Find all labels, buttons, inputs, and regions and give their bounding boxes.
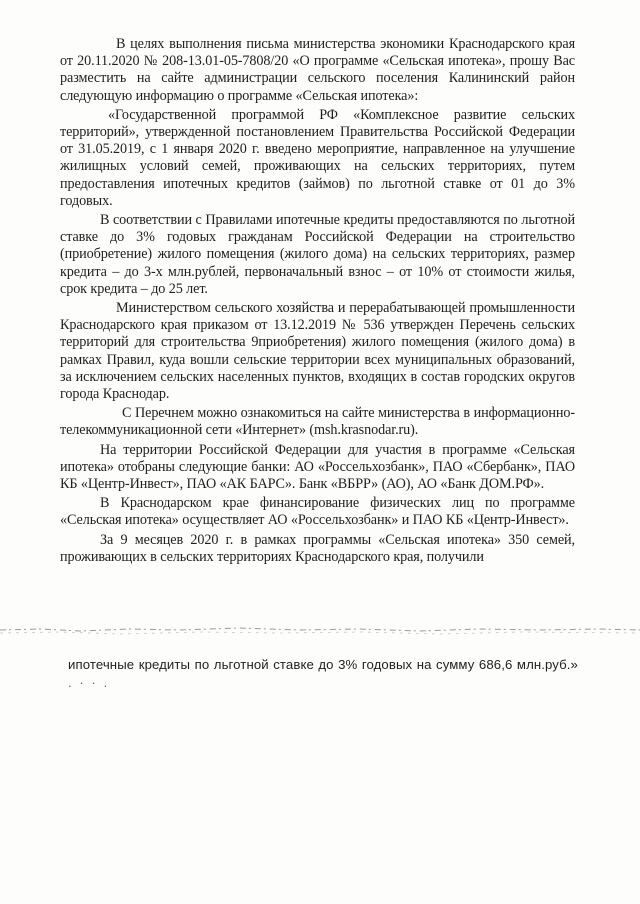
continuation-line: ипотечные кредиты по льготной ставке до 3% годовых на сумму 686,6 млн.руб.» <box>68 657 578 672</box>
paragraph-program-description: «Государственной программой РФ «Комплексное развитие сельских территорий», утвержденной постановлением Правительства Российской Федерации от 31.05.2019, с 1 января 2020 г. введено мероприятие, направленное на улучшение жилищных условий семей, проживающих на сельских территориях, путем предоставления ипотечных кредитов (займов) по льготной ставке от 01 до 3% годовых. <box>60 106 575 209</box>
document-body <box>60 36 575 566</box>
scan-noise: . · · . <box>68 675 110 690</box>
paragraph-territory-list: Министерством сельского хозяйства и перерабатывающей промышленности Краснодарского края приказом от 13.12.2019 № 536 утвержден Перечень сельских территорий для строительства 9приобретения) жилого помещения (жилого дома) в рамках Правил, куда вошли сельские территории всех муниципальных образований, за исключением сельских населенных пунктов, входящих в состав городских округов города Краснодар. <box>60 300 575 403</box>
paragraph-selected-banks: На территории Российской Федерации для участия в программе «Сельская ипотека» отобраны следующие банки: АО «Россельхозбанк», ПАО «Сбербанк», ПАО КБ «Центр-Инвест», ПАО «АК БАРС». Банк «ВБРР» (АО), АО «Банк ДОМ.РФ». <box>60 441 575 493</box>
paragraph-request: В целях выполнения письма министерства экономики Краснодарского края от 20.11.2020 № 208-13.01-05-7808/20 «О программе «Сельская ипотека», прошу Вас разместить на сайте администрации сельского поселения Калининский район следующую информацию о программе «Сельская ипотека»: <box>60 36 575 104</box>
page-fold-line <box>0 624 640 638</box>
paragraph-regional-financing: В Краснодарском крае финансирование физических лиц по программе «Сельская ипотека» осуществляет АО «Россельхозбанк» и ПАО КБ «Центр-Инвест». <box>60 495 575 529</box>
paragraph-credit-terms: В соответствии с Правилами ипотечные кредиты предоставляются по льготной ставке до 3% годовых гражданам Российской Федерации на строительство (приобретение) жилого помещения (жилого дома) на сельских территориях, размер кредита – до 3-х млн.рублей, первоначальный взнос – от 10% от стоимости жилья, срок кредита – до 25 лет. <box>60 212 575 297</box>
continuation-text <box>68 656 578 692</box>
paragraph-website-reference: С Перечнем можно ознакомиться на сайте министерства в информационно-телекоммуникационной сети «Интернет» (msh.krasnodar.ru). <box>60 405 575 439</box>
paragraph-statistics: За 9 месяцев 2020 г. в рамках программы «Сельская ипотека» 350 семей, проживающих в сельских территориях Краснодарского края, получили <box>60 531 575 565</box>
